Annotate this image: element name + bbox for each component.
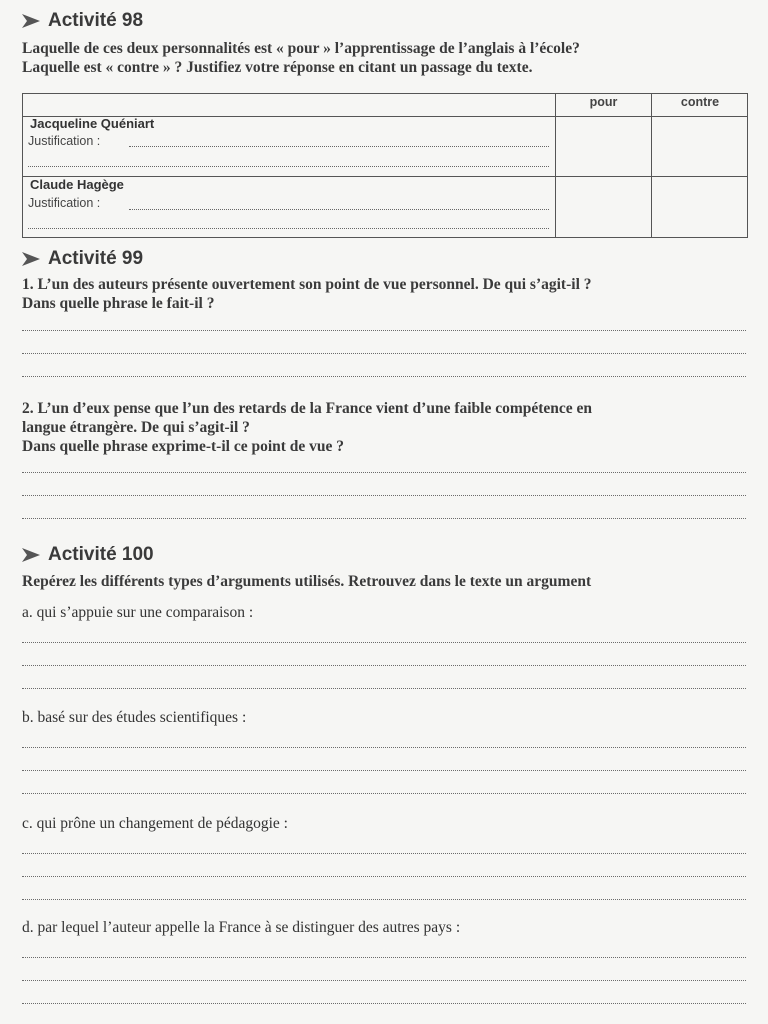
row-name-hagege: Claude Hagège [30, 177, 124, 192]
item-a-label: a. qui s’appuie sur une comparaison : [22, 604, 254, 621]
answer-line[interactable] [22, 957, 746, 958]
answer-line[interactable] [22, 665, 746, 666]
answer-line[interactable] [22, 876, 746, 877]
activity-98-title: Activité 98 [22, 10, 143, 32]
answer-line[interactable] [22, 642, 746, 643]
arrow-icon [22, 548, 40, 562]
answer-line[interactable] [129, 209, 549, 210]
activity-98-instructions: Laquelle de ces deux personnalités est « pour » l’apprentissage de l’anglais à l’école? Laquelle est « contre » ? Justifiez votre réponse en citant un passage du texte. [22, 40, 580, 76]
answer-line[interactable] [22, 1003, 746, 1004]
activity-99-title: Activité 99 [22, 248, 143, 270]
answer-line[interactable] [22, 747, 746, 748]
header-contre: contre [680, 95, 720, 109]
answer-line[interactable] [22, 472, 746, 473]
answer-line[interactable] [22, 688, 746, 689]
answer-line[interactable] [28, 166, 549, 167]
answer-line[interactable] [22, 330, 746, 331]
item-b-label: b. basé sur des études scientifiques : [22, 709, 247, 726]
pour-contre-table [22, 93, 748, 238]
answer-line[interactable] [22, 495, 746, 496]
row-name-queniart: Jacqueline Quéniart [30, 116, 155, 131]
activity-100-title: Activité 100 [22, 544, 154, 566]
activity-99-question-2: 2. L’un d’eux pense que l’un des retards de la France vient d’une faible compétence en langue étrangère. De qui s’agit-il ? Dans quelle phrase exprime-t-il ce point de vue ? [22, 400, 593, 455]
answer-line[interactable] [22, 980, 746, 981]
answer-line[interactable] [22, 853, 746, 854]
row-justification-label: Justification : [28, 196, 101, 210]
header-pour: pour [589, 95, 618, 109]
arrow-icon [22, 14, 40, 28]
activity-100-instruction: Repérez les différents types d’arguments utilisés. Retrouvez dans le texte un argument [22, 573, 592, 590]
answer-line[interactable] [22, 899, 746, 900]
answer-line[interactable] [22, 518, 746, 519]
answer-line[interactable] [22, 793, 746, 794]
arrow-icon [22, 252, 40, 266]
answer-line[interactable] [22, 770, 746, 771]
answer-line[interactable] [22, 353, 746, 354]
item-c-label: c. qui prône un changement de pédagogie : [22, 815, 288, 832]
answer-line[interactable] [22, 376, 746, 377]
item-d-label: d. par lequel l’auteur appelle la France à se distinguer des autres pays : [22, 919, 461, 936]
answer-line[interactable] [28, 228, 549, 229]
answer-line[interactable] [129, 146, 549, 147]
activity-99-question-1: 1. L’un des auteurs présente ouvertement son point de vue personnel. De qui s’agit-il ? Dans quelle phrase le fait-il ? [22, 276, 592, 312]
row-justification-label: Justification : [28, 134, 101, 148]
